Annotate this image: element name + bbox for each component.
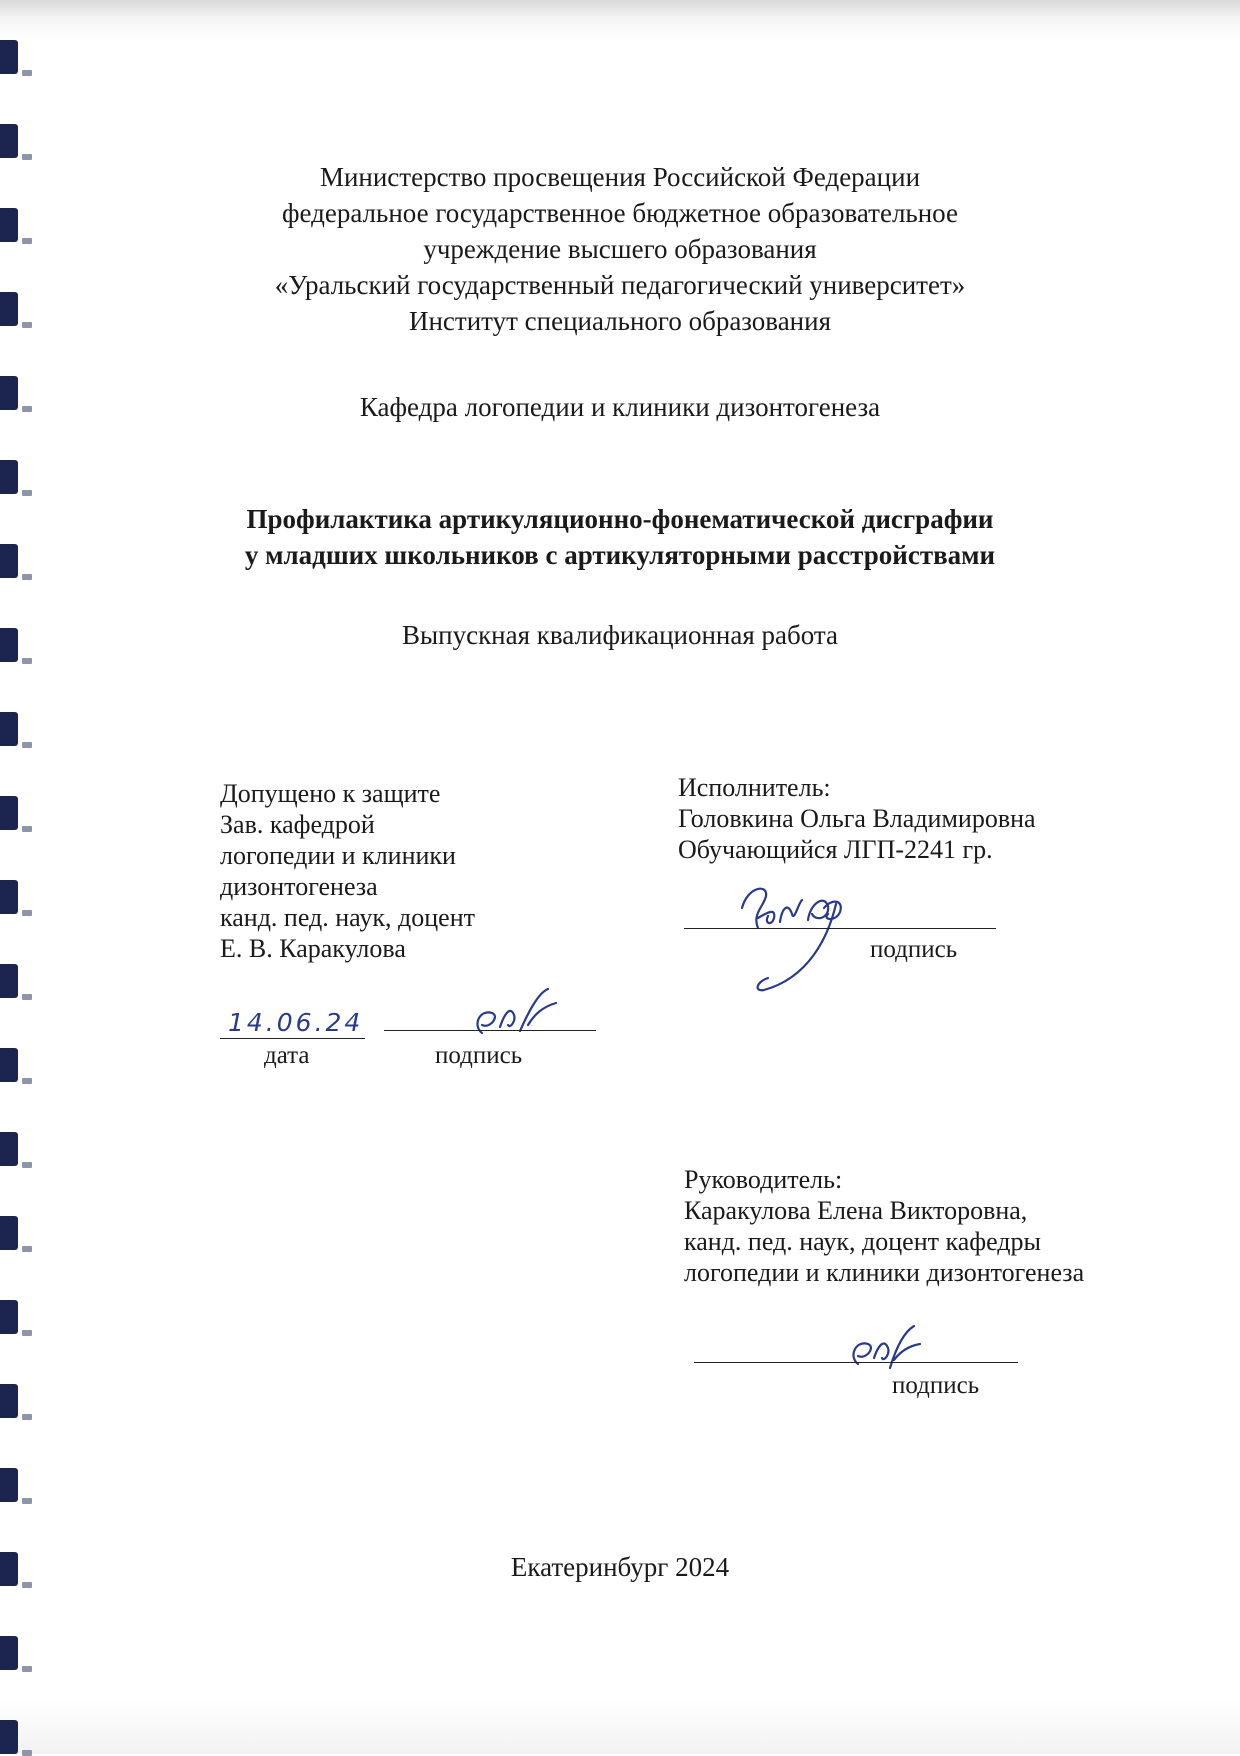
- executor-line: Головкина Ольга Владимировна: [678, 804, 1036, 833]
- binding-ring: [0, 1720, 18, 1754]
- university-name: «Уральский государственный педагогический университет»: [274, 270, 966, 300]
- admission-line: канд. пед. наук, доцент: [220, 903, 475, 932]
- supervisor-signature: [848, 1318, 928, 1378]
- supervisor-line: Каракулова Елена Викторовна,: [684, 1196, 1028, 1225]
- binding-ring: [0, 1216, 18, 1250]
- institution-level-line: учреждение высшего образования: [423, 234, 817, 264]
- thesis-title-line1: Профилактика артикуляционно-фонематической дисграфии: [246, 504, 994, 534]
- admission-line: Допущено к защите: [220, 779, 441, 808]
- department-name: Кафедра логопедии и клиники дизонтогенеза: [359, 392, 881, 422]
- admission-line: дизонтогенеза: [220, 872, 378, 901]
- head-signature: [470, 985, 570, 1045]
- supervisor-line: логопедии и клиники дизонтогенеза: [684, 1258, 1085, 1287]
- binding-ring: [0, 40, 18, 74]
- binding-ring: [0, 796, 18, 830]
- binding-ring: [0, 880, 18, 914]
- binding-ring: [0, 964, 18, 998]
- binding-ring: [0, 1300, 18, 1334]
- supervisor-block: [684, 1164, 1084, 1288]
- ministry-line: Министерство просвещения Российской Федерации: [319, 162, 921, 192]
- supervisor-line: канд. пед. наук, доцент кафедры: [684, 1227, 1042, 1256]
- city-year: Екатеринбург 2024: [510, 1552, 730, 1582]
- binding-ring: [0, 1048, 18, 1082]
- supervisor-line: Руководитель:: [684, 1165, 843, 1194]
- executor-block: [678, 772, 1036, 865]
- admission-block: [220, 778, 475, 964]
- admission-line: Е. В. Каракулова: [220, 934, 406, 963]
- binding-ring: [0, 1132, 18, 1166]
- thesis-title-line2: у младших школьников с артикуляторными расстройствами: [244, 540, 996, 570]
- work-type: Выпускная квалификационная работа: [401, 620, 839, 650]
- executor-line: Обучающийся ЛГП-2241 гр.: [678, 835, 993, 864]
- admission-date-value: 14.06.24: [228, 1008, 364, 1037]
- executor-signature-rule: [684, 928, 996, 929]
- admission-line: Зав. кафедрой: [220, 810, 375, 839]
- head-signature-rule: [384, 1030, 596, 1031]
- supervisor-signature-caption: подпись: [892, 1372, 980, 1399]
- supervisor-signature-rule: [694, 1362, 1018, 1363]
- binding-ring: [0, 1468, 18, 1502]
- date-caption: дата: [264, 1042, 310, 1069]
- binding-ring: [0, 460, 18, 494]
- date-rule: [220, 1038, 365, 1039]
- executor-signature-caption: подпись: [870, 936, 958, 963]
- binding-ring: [0, 124, 18, 158]
- institution-type-line: федеральное государственное бюджетное образовательное: [281, 198, 958, 228]
- institute-name: Институт специального образования: [408, 306, 832, 336]
- binding-ring: [0, 712, 18, 746]
- head-signature-caption: подпись: [435, 1042, 523, 1069]
- executor-signature: [728, 878, 868, 998]
- executor-line: Исполнитель:: [678, 773, 831, 802]
- binding-ring: [0, 1384, 18, 1418]
- admission-line: логопедии и клиники: [220, 841, 456, 870]
- binding-ring: [0, 1636, 18, 1670]
